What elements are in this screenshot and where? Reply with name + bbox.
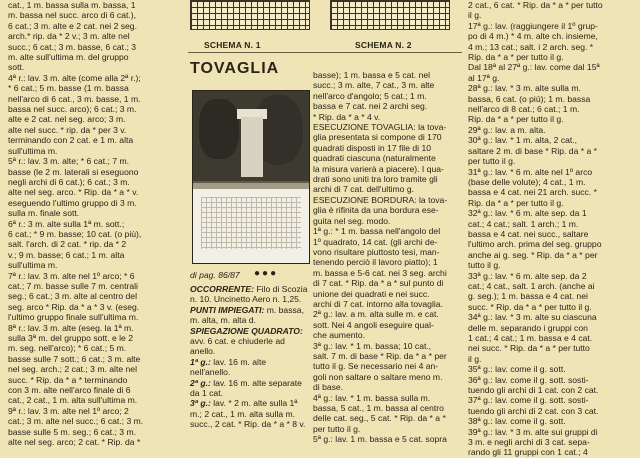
text-line: 4ª r.: lav. 3 m. alte (come alla 2ª r.); (8, 72, 141, 83)
text-line: m. bassa nel succ. arco di 6 cat.), (8, 10, 137, 21)
text-line: 1 cat.; 4 cat.; 1 m. bassa e 4 cat. (468, 333, 593, 343)
text-line: g. seg.); 1 m. bassa e 4 cat. nei (468, 291, 588, 302)
text-line: archi di 7 cat. dell'ultimo g. (313, 184, 414, 195)
text-line: rando gli 11 gruppi con 1 cat.; 4 (468, 447, 588, 458)
text-line: anche ai g. seg. * Rip. da * a * per (468, 249, 598, 260)
text-line: m. alte sull'ultima m. del gruppo (8, 52, 129, 63)
instruction-paragraph: SPIEGAZIONE QUADRATO: avv. 6 cat. e chiuderle ad anello. (190, 325, 303, 357)
text-line: 6 cat.; 3 m. alte e 2 cat. nei 2 seg. (8, 20, 137, 31)
crochet-chart-2 (330, 0, 450, 30)
text-line: 1º quadrato, 14 cat. (gli archi de- (313, 236, 438, 247)
text-line: quadrati disposti in 17 file di 10 (313, 142, 432, 153)
instructions-column-3 (313, 70, 459, 445)
text-line: sull'ultima m. (8, 145, 58, 156)
text-line: 7ª r.: lav. 3 m. alte nel 1º arco; * 6 (8, 270, 135, 281)
text-line: 2 cat., 6 cat. * Rip. da * a * per tutto (468, 0, 603, 10)
text-line: 34ª g.: lav. * 3 m. alte su ciascuna (468, 312, 597, 323)
text-line: sott. Nei 4 angoli eseguire qual- (313, 319, 434, 330)
text-line: seg. arco * Rip. da * a * 3 v. (eseg. (8, 301, 140, 312)
schema-1-label: SCHEMA N. 1 (204, 40, 261, 50)
text-line: tutto il g. Se necessario nei 4 an- (313, 361, 439, 372)
text-line: vono risultare piuttosto tesi, man- (313, 246, 440, 257)
text-line: l'ultimo gruppo finale sull'ultima m. (8, 312, 139, 323)
text-line: goli non saltare o saltare meno m. (313, 371, 443, 382)
text-line: 17ª g.: lav. (raggiungere il 1º grup- (468, 20, 598, 31)
text-line: Rip. da * a * per tutto il g. (468, 52, 564, 63)
text-line: Rip. da * a * per tutto il g. (468, 197, 564, 208)
text-line: negli archi di 6 cat.); 6 cat.; 3 m. (8, 176, 130, 187)
text-line: 5ª g.: lav. 1 m. bassa e 5 cat. sopra (313, 434, 447, 445)
crochet-chart-1 (190, 0, 310, 30)
text-line: 6 cat.; * 9 m. basse; 10 cat. (o più), (8, 228, 142, 239)
text-line: 37ª g.: lav. come il g. sott. sosti- (468, 395, 589, 406)
text-line: 5ª r.: lav. 3 m. alte; * 6 cat.; 7 m. (8, 156, 129, 167)
text-line: 35ª g.: lav. come il g. sott. (468, 364, 566, 375)
text-line: con 3 m. alte nell'arco finale di 6 (8, 385, 131, 396)
text-line: bassa, 6 cat. (o più); 1 m. bassa (468, 93, 591, 104)
text-line: 3 m. e negli archi di 3 cat. sepa- (468, 437, 590, 448)
text-line: nell'arco di 6 cat., 3 m. basse, 1 m. (8, 93, 141, 104)
schema-2-label: SCHEMA N. 2 (355, 40, 412, 50)
text-line: il g. (468, 10, 482, 21)
text-line: per tutto il g. (468, 156, 516, 167)
text-line: delle cat. seg., 5 cat. * Rip. da * a * (313, 413, 446, 424)
text-line: unione dei quadrati e nei succ. (313, 288, 430, 299)
text-line: alte nel succ. * rip. da * per 3 v. (8, 124, 127, 135)
text-line: tenendo perciò il lavoro piatto); 1 (313, 257, 438, 268)
text-line: alte e 2 cat. nel seg. arco; 3 m. (8, 114, 126, 125)
text-line: 4ª g.: lav. * 1 m. bassa sulla m. (313, 392, 431, 403)
text-line: basse); 1 m. bassa e 5 cat. nel (313, 70, 431, 80)
text-line: cat.; 4 cat., salt. 1 arch. (anche ai (468, 280, 595, 291)
text-line: 2ª g.: lav. a m. alta sulle m. e cat. (313, 309, 439, 320)
text-line: 1ª g.: * 1 m. bassa nell'angolo del (313, 226, 441, 237)
text-line: seg.; 6 cat.; 3 m. alte al centro del (8, 291, 137, 302)
photo-tablecloth (193, 189, 309, 263)
text-line: nei succ. * Rip. da * a * per tutto (468, 343, 590, 354)
instruction-paragraph: OCCORRENTE: Filo di Scozia n. 10. Uncinetto Aero n. 1,25. (190, 284, 308, 305)
instructions-column-1 (8, 0, 184, 447)
text-line: basse (le 2 m. laterali si eseguono (8, 166, 139, 177)
text-line: tuendo gli archi di 2 cat. con 3 cat. (468, 405, 599, 416)
text-line: cat.; 4 cat.; salt. 1 arch.; 1 m. (468, 218, 579, 229)
text-line: succ. * Rip. da * a * terminando (8, 374, 128, 385)
text-line: nell'arco d'angolo; 5 cat.; 1 m. (313, 90, 427, 101)
text-line: 36ª g.: lav. come il g. sott. sosti- (468, 374, 589, 385)
text-line: 33ª g.: lav. * 6 m. alte sep. da 2 (468, 270, 587, 281)
text-line: m. seg. nell'arco); * 6 cat.; 5 m. (8, 343, 127, 354)
instructions-column-4 (468, 0, 636, 458)
text-line: basse sulle 5 m. seg.; 6 cat.; 3 m. (8, 426, 137, 437)
instruction-paragraph: 1ª g.: lav. 16 m. alte nell'anello. (190, 356, 267, 378)
text-line: il g. (468, 353, 482, 364)
tablecloth-photo (192, 90, 310, 264)
text-line: m. bassa e 5-6 cat. nei 3 seg. archi (313, 267, 447, 278)
text-line: succ. * Rip. da * a * per tutto il g. (468, 301, 592, 312)
text-line: succ.; 3 m. alte, 7 cat., 3 m. alte (313, 80, 435, 91)
text-line: basse sulle 7 sott.; 6 cat.; 3 m. alte (8, 353, 141, 364)
text-line: (base delle volute); 4 cat., 1 m. (468, 176, 586, 187)
text-line: 38ª g.: lav. come il g. sott. (468, 416, 566, 427)
text-line: 9ª r.: lav. 3 m. alte nel 1º arco; 2 (8, 405, 129, 416)
text-line: * 6 cat.; 5 m. basse (1 m. bassa (8, 83, 129, 94)
text-line: sott. (8, 62, 25, 73)
text-line: alte nel seg. arco. * Rip. da * a * v. (8, 187, 139, 198)
text-line: 28ª g.: lav. * 3 m. alte sulla m. (468, 83, 581, 94)
text-line: per tutto il g. (313, 423, 361, 434)
text-line: bassa e 7 cat. nei 2 archi seg. (313, 101, 428, 112)
text-line: salt. 7 m. di base * Rip. da * a * per (313, 350, 447, 361)
instruction-paragraph: 2ª g.: lav. 16 m. alte separate da 1 cat. (190, 377, 302, 399)
section-title: TOVAGLIA (190, 60, 280, 77)
text-line: v.; 9 m. basse; 6 cat.; 1 m. alta (8, 249, 125, 260)
instruction-paragraph: 3ª g.: lav. * 2 m. alte sulla 1ª m.; 2 cat., 1 m. alta sulla m. succ., 2 cat. * Rip. da * a * 8 v. (190, 398, 306, 430)
text-line: al 17ª g. (468, 72, 500, 83)
text-line: 6ª r.: 3 m. alte sulla 1ª m. sott.; (8, 218, 125, 229)
text-line: drati sono uniti tra loro tramite gli (313, 174, 438, 185)
divider (188, 52, 462, 53)
text-line: eseguendo l'ultimo gruppo di 3 m. (8, 197, 137, 208)
text-line: terminando con 2 cat. e 1 m. alta (8, 135, 134, 146)
text-line: sull'ultima m. (8, 260, 58, 271)
photo-statue (241, 117, 263, 177)
text-line: cat.; 3 m. alte nel succ.; 6 cat.; 3 m. (8, 416, 144, 427)
text-line: ESECUZIONE BORDURA: la tova- (313, 194, 448, 205)
text-line: quadrati ciascuna (naturalmente (313, 153, 436, 164)
text-line: delle m. separando i gruppi con (468, 322, 588, 333)
text-line: saltare 2 m. di base * Rip. da * a * (468, 145, 597, 156)
text-line: archi di 7 cat. intorno alla tovaglia. (313, 298, 443, 309)
text-line: po di 4 m.) * 4 m. alte ch. insieme, (468, 31, 598, 42)
text-line: 3ª g.: lav. * 1 m. bassa; 10 cat., (313, 340, 432, 351)
instruction-paragraph: PUNTI IMPIEGATI: m. bassa, m. alta, m. alta d. (190, 304, 304, 326)
text-line: tutto il g. (468, 260, 501, 271)
text-line: 30ª g.: lav. * 1 m. alta, 2 cat., (468, 135, 578, 146)
instructions-column-2 (190, 284, 308, 430)
text-line: nell'arco di 8 cat.; 6 cat.; 1 m. (468, 104, 580, 115)
text-line: cat., 1 m. bassa sulla m. bassa, 1 (8, 0, 136, 10)
text-line: glia è rifinita da una bordura ese- (313, 205, 439, 216)
text-line: succ.; 6 cat.; 3 m. basse, 6 cat.; 3 (8, 41, 137, 52)
text-line: di base. (313, 382, 344, 393)
text-line: * Rip. da * a * 4 v. (313, 111, 381, 122)
text-line: 32ª g.: lav. * 6 m. alte sep. da 1 (468, 208, 587, 219)
text-line: cat., 2 cat., 1 m. alta sull'ultima m. (8, 395, 138, 406)
page-reference: di pag. 86/87 (190, 270, 240, 280)
text-line: bassa e 4 cat. nei succ., saltare (468, 228, 589, 239)
text-line: bassa e 4 cat. nei 21 arch. succ. * (468, 187, 597, 198)
text-line: 39ª g.: lav. * 3 m. alte sui gruppi di (468, 426, 598, 437)
text-line: 31ª g.: lav. * 6 m. alte nel 1º arco (468, 166, 593, 177)
text-line: cat.; 7 m. basse sulle 7 m. centrali (8, 280, 138, 291)
difficulty-dots: ●●● (254, 268, 279, 279)
text-line: la misura varierà a piacere). I qua- (313, 163, 444, 174)
text-line: 29ª g.: lav. a m. alta. (468, 124, 546, 135)
text-line: 8ª r.: lav. 3 m. alte (eseg. la 1ª m. (8, 322, 134, 333)
text-line: arch.* rip. da * 2 v.; 3 m. alte nel (8, 31, 130, 42)
text-line: salt. l'arch. di 2 cat. * rip. da * 2 (8, 239, 127, 250)
text-line: Rip. da * a * per tutto il g. (468, 114, 564, 125)
photo-tree (199, 99, 239, 159)
text-line: sulla m. finale sott. (8, 208, 80, 219)
text-line: di 7 cat. * Rip. da * a * sul punto di (313, 278, 444, 289)
text-line: bassa, 5 cat., 1 m. bassa al centro (313, 403, 444, 413)
text-line: guita nel seg. modo. (313, 215, 391, 226)
text-line: nel seg. arch.; 2 cat.; 3 m. alte nel (8, 364, 137, 375)
text-line: alte nel seg. arco; 2 cat. * Rip. da * (8, 437, 141, 448)
text-line: glia presentata si compone di 170 (313, 132, 442, 143)
text-line: che aumento. (313, 330, 366, 341)
text-line: l'ultimo arch. prima del seg. gruppo (468, 239, 602, 250)
text-line: bassa nel succ. arco); 6 cat.; 3 m. (8, 104, 137, 115)
text-line: 4 m.; 13 cat.; salt. i 2 arch. seg. * (468, 41, 594, 52)
text-line: sulla 3ª m. del gruppo sott. e le 2 (8, 333, 133, 343)
text-line: tuendo gli archi di 1 cat. con 2 cat. (468, 385, 599, 396)
text-line: ESECUZIONE TOVAGLIA: la tova- (313, 122, 447, 133)
text-line: Dal 18ª al 27ª g.: lav. come dal 15ª (468, 62, 600, 73)
